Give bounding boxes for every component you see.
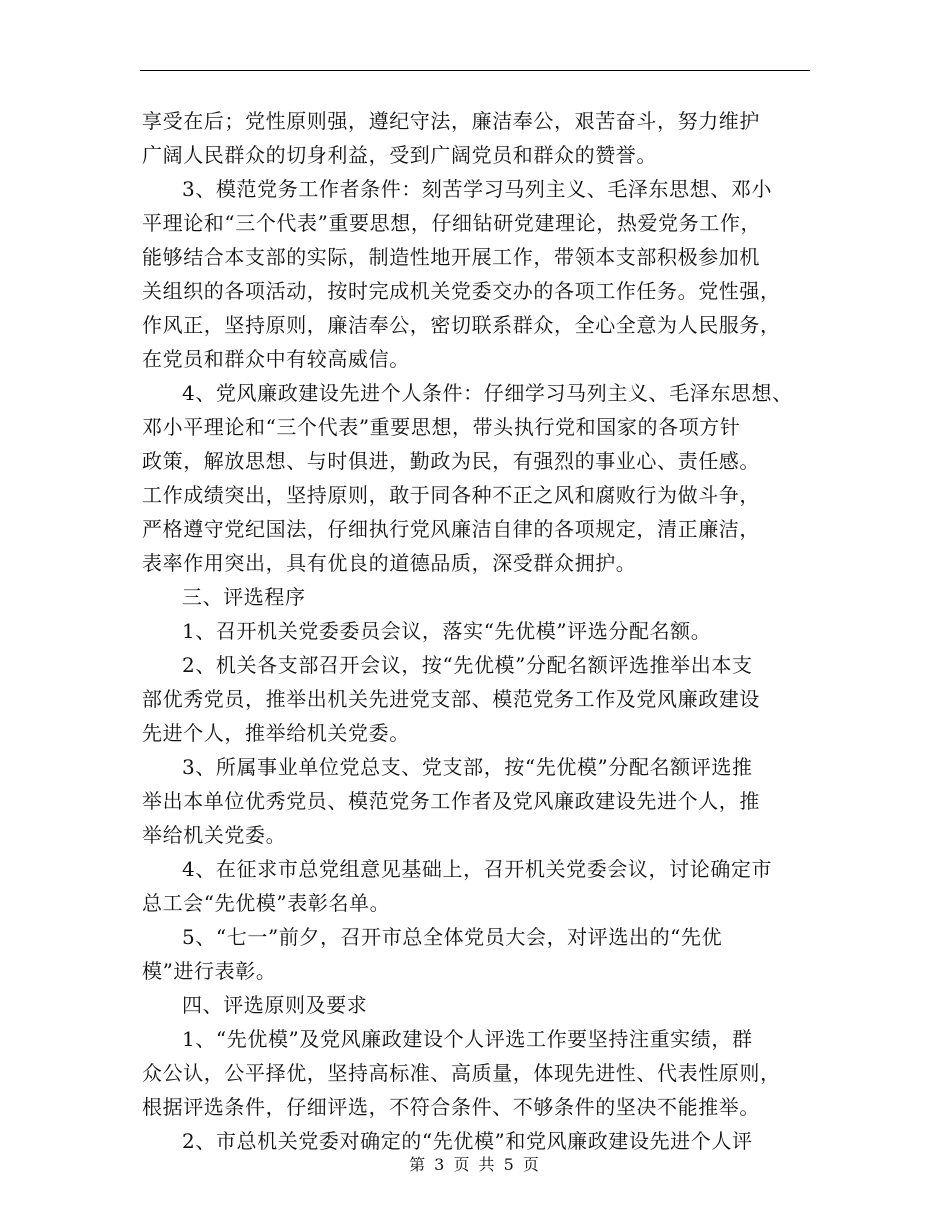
page-footer: 第 3 页 共 5 页 — [409, 1155, 541, 1174]
text-line: 在党员和群众中有较高威信。 — [142, 347, 410, 371]
text-line: 1、“先优模”及党风廉政建设个人评选工作要坚持注重实绩，群 — [182, 1027, 753, 1051]
text-line: 政策，解放思想、与时俱进，勤政为民，有强烈的事业心、责任感。 — [142, 449, 760, 473]
text-line: 举出本单位优秀党员、模范党务工作者及党风廉政建设先进个人，推 — [142, 789, 760, 813]
text-line: 广阔人民群众的切身利益，受到广阔党员和群众的赞誉。 — [142, 143, 657, 167]
text-line: 部优秀党员，推举出机关先进党支部、模范党务工作及党风廉政建设 — [142, 687, 760, 711]
text-line: 平理论和“三个代表”重要思想，仔细钻研党建理论，热爱党务工作， — [142, 211, 762, 235]
text-line: 模”进行表彰。 — [142, 959, 277, 983]
text-line: 邓小平理论和“三个代表”重要思想，带头执行党和国家的各项方针 — [142, 415, 741, 439]
text-line: 根据评选条件，仔细评选，不符合条件、不够条件的坚决不能推举。 — [142, 1095, 760, 1119]
text-line: 作风正，坚持原则，廉洁奉公，密切联系群众，全心全意为人民服务， — [142, 313, 781, 337]
text-line: 享受在后；党性原则强，遵纪守法，廉洁奉公，艰苦奋斗，努力维护 — [142, 109, 760, 133]
text-line: 2、机关各支部召开会议，按“先优模”分配名额评选推举出本支 — [182, 653, 753, 677]
text-line: 4、党风廉政建设先进个人条件：仔细学习马列主义、毛泽东思想、 — [182, 381, 793, 405]
text-line: 四、评选原则及要求 — [182, 993, 368, 1017]
text-line: 4、在征求市总党组意见基础上，召开机关党委会议，讨论确定市 — [182, 857, 773, 881]
text-line: 关组织的各项活动，按时完成机关党委交办的各项工作任务。党性强， — [142, 279, 781, 303]
text-line: 能够结合本支部的实际，制造性地开展工作，带领本支部积极参加机 — [142, 245, 760, 269]
text-line: 3、所属事业单位党总支、党支部，按“先优模”分配名额评选推 — [182, 755, 753, 779]
text-line: 众公认，公平择优，坚持高标准、高质量，体现先进性、代表性原则， — [142, 1061, 781, 1085]
text-line: 3、模范党务工作者条件：刻苦学习马列主义、毛泽东思想、邓小 — [182, 177, 773, 201]
text-line: 工作成绩突出，坚持原则，敢于同各种不正之风和腐败行为做斗争， — [142, 483, 760, 507]
text-line: 2、市总机关党委对确定的“先优模”和党风廉政建设先进个人评 — [182, 1129, 753, 1153]
document-body — [142, 104, 812, 1158]
text-line: 举给机关党委。 — [142, 823, 287, 847]
text-line: 先进个人，推举给机关党委。 — [142, 721, 410, 745]
text-line: 三、评选程序 — [182, 585, 306, 609]
text-line: 严格遵守党纪国法，仔细执行党风廉洁自律的各项规定，清正廉洁， — [142, 517, 760, 541]
header-rule — [140, 70, 810, 71]
text-line: 表率作用突出，具有优良的道德品质，深受群众拥护。 — [142, 551, 637, 575]
text-line: 1、召开机关党委委员会议，落实“先优模”评选分配名额。 — [182, 619, 712, 643]
text-line: 总工会“先优模”表彰名单。 — [142, 891, 391, 915]
text-line: 5、“七一”前夕，召开市总全体党员大会，对评选出的“先优 — [182, 925, 723, 949]
